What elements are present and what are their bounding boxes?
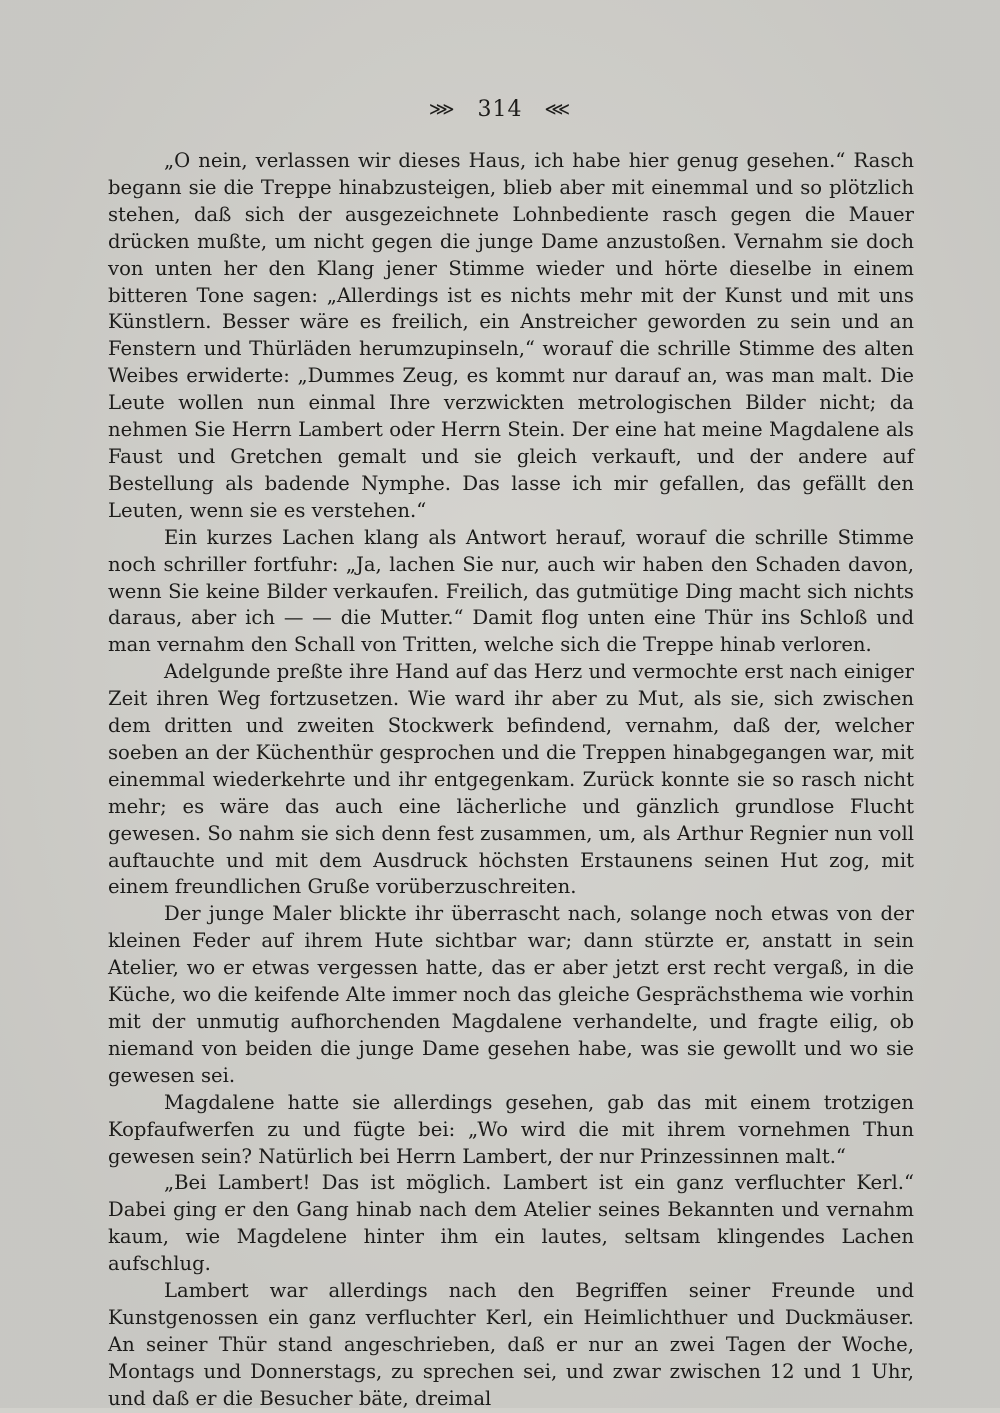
paragraph: „Bei Lambert! Das ist möglich. Lambert ist ein ganz verfluchter Kerl.“ Dabei ging er den Gang hinab nach dem Atelier seines Bekannten und vernahm kaum, wie Magdelene hinter ihm ein lautes, seltsam klingendes Lachen aufschlug. — [108, 1171, 914, 1276]
paragraph: Magdalene hatte sie allerdings gesehen, gab das mit einem trotzigen Kopfaufwerfen zu und fügte bei: „Wo wird die mit ihrem vornehmen Thun gewesen sein? Natürlich bei Herrn Lambert, der nur Prinzessinnen malt.“ — [108, 1090, 914, 1168]
ornament-left: ⋙ — [428, 99, 456, 120]
paragraph: Ein kurzes Lachen klang als Antwort herauf, worauf die schrille Stimme noch schriller fortfuhr: „Ja, lachen Sie nur, auch wir haben den Schaden davon, wenn Sie keine Bilder verkaufen. Freilich, das gutmütige Ding macht sich nichts daraus, aber ich — — die Mutter.“ Damit flog unten eine Thür ins Schloß und man vernahm den Schall von Tritten, welche sich die Treppe hinab verloren. — [108, 525, 914, 657]
body-text — [108, 148, 914, 1413]
paragraph: „O nein, verlassen wir dieses Haus, ich habe hier genug gesehen.“ Rasch begann sie die Treppe hinabzusteigen, blieb aber mit einemmal und so plötzlich stehen, daß sich der ausgezeichnete Lohnbediente rasch gegen die Mauer drücken mußte, um nicht gegen die junge Dame anzustoßen. Vernahm sie doch von unten her den Klang jener Stimme wieder und hörte dieselbe in einem bitteren Tone sagen: „Allerdings ist es nichts mehr mit der Kunst und mit uns Künstlern. Besser wäre es freilich, ein Anstreicher geworden zu sein und an Fenstern und Thürläden herumzupinseln,“ worauf die schrille Stimme des alten Weibes erwiderte: „Dummes Zeug, es kommt nur darauf an, was man malt. Die Leute wollen nun einmal Ihre verzwickten metrologischen Bilder nicht; da nehmen Sie Herrn Lambert oder Herrn Stein. Der eine hat meine Magdalene als Faust und Gretchen gemalt und sie gleich verkauft, und der andere auf Bestellung als badende Nymphe. Das lasse ich mir gefallen, das gefällt den Leuten, wenn sie es verstehen.“ — [108, 149, 914, 522]
ornament-right: ⋘ — [544, 99, 572, 120]
page-number: 314 — [477, 97, 523, 122]
paragraph: Der junge Maler blickte ihr überrascht nach, solange noch etwas von der kleinen Feder auf ihrem Hute sichtbar war; dann stürzte er, anstatt in sein Atelier, wo er etwas vergessen hatte, das er aber jetzt erst recht vergaß, in die Küche, wo die keifende Alte immer noch das gleiche Gesprächsthema wie vorhin mit der unmutig aufhorchenden Magdalene verhandelte, und fragte eilig, ob niemand von beiden die junge Dame gesehen habe, was sie gewollt und wo sie gewesen sei. — [108, 902, 914, 1087]
page-header — [0, 92, 1000, 128]
paragraph: Adelgunde preßte ihre Hand auf das Herz und vermochte erst nach einiger Zeit ihren Weg fortzusetzen. Wie ward ihr aber zu Mut, als sie, sich zwischen dem dritten und zweiten Stockwerk befindend, vernahm, daß der, welcher soeben an der Küchenthür gesprochen und die Treppen hinabgegangen war, mit einemmal wiederkehrte und ihr entgegenkam. Zurück konnte sie so rasch nicht mehr; es wäre das auch eine lächerliche und gänzlich grundlose Flucht gewesen. So nahm sie sich denn fest zusammen, um, als Arthur Regnier nun voll auftauchte und mit dem Ausdruck höchsten Erstaunens seinen Hut zog, mit einem freundlichen Gruße vorüberzuschreiten. — [108, 660, 914, 899]
paragraph: Lambert war allerdings nach den Begriffen seiner Freunde und Kunstgenossen ein ganz verfluchter Kerl, ein Heimlichthuer und Duckmäuser. An seiner Thür stand angeschrieben, daß er nur an zwei Tagen der Woche, Montags und Donnerstags, zu sprechen sei, und zwar zwischen 12 und 1 Uhr, und daß er die Besucher bäte, dreimal — [108, 1279, 914, 1410]
